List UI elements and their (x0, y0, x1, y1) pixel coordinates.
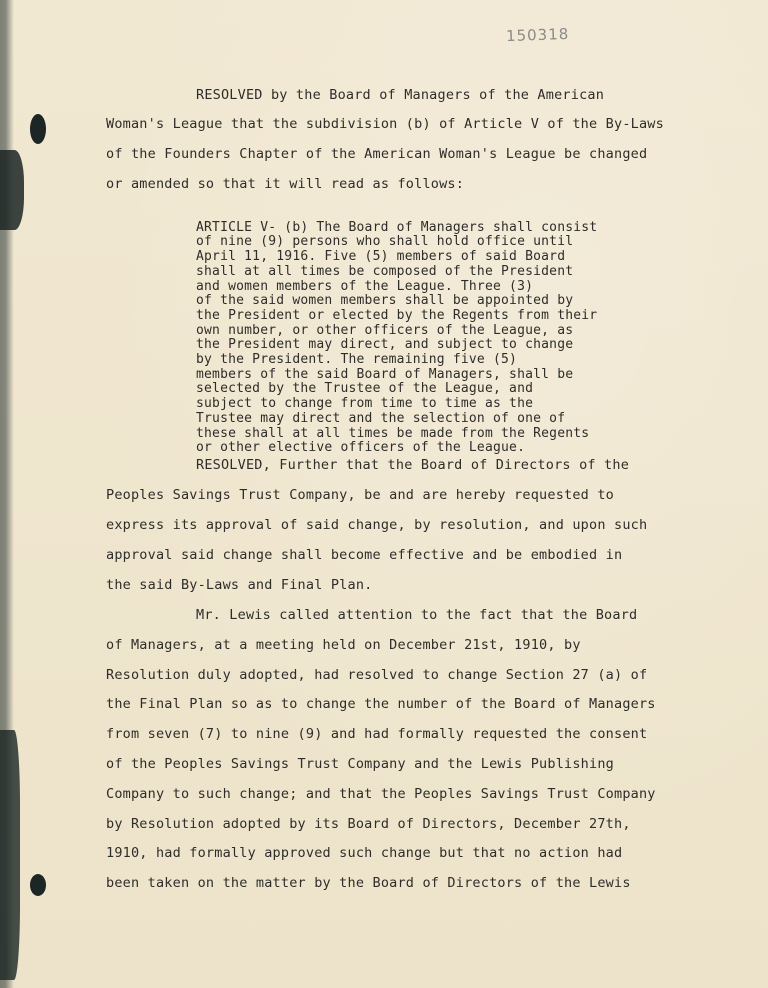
paragraph3-line: 1910, had formally approved such change but that no action had (106, 845, 623, 861)
article-line: members of the said Board of Managers, shall be (196, 366, 574, 382)
article-v-block (196, 206, 597, 456)
article-line: or other elective officers of the League. (196, 440, 526, 456)
paragraph1-line: of the Founders Chapter of the American Woman's League be changed (106, 146, 648, 162)
paragraph2-line: the said By-Laws and Final Plan. (106, 577, 373, 593)
paragraph2-line: express its approval of said change, by resolution, and upon such (106, 517, 648, 533)
article-line: these shall at all times be made from the Regents (196, 425, 590, 441)
article-line: subject to change from time to time as the (196, 396, 534, 412)
article-line: by the President. The remaining five (5) (196, 352, 518, 368)
article-line: the President or elected by the Regents from their (196, 307, 598, 323)
binding-hole-mid (0, 150, 24, 230)
article-line: April 11, 1916. Five (5) members of said Board (196, 249, 566, 265)
binding-hole-lower (0, 730, 20, 980)
article-line: Trustee may direct and the selection of one of (196, 410, 566, 426)
article-line: own number, or other officers of the League, as (196, 322, 574, 338)
article-line: of the said women members shall be appointed by (196, 293, 574, 309)
paragraph3-line: Resolution duly adopted, had resolved to change Section 27 (a) of (106, 667, 648, 683)
article-line: and women members of the League. Three (3) (196, 278, 534, 294)
paragraph3-line: of the Peoples Savings Trust Company and the Lewis Publishing (106, 756, 614, 772)
paragraph2-line: RESOLVED, Further that the Board of Directors of the (196, 457, 630, 473)
binding-hole-bottom (30, 874, 46, 896)
paragraph3-line: Mr. Lewis called attention to the fact that the Board (196, 607, 638, 623)
paragraph1-line: or amended so that it will read as follows: (106, 176, 465, 192)
article-line: shall at all times be composed of the President (196, 263, 574, 279)
paragraph3-line: by Resolution adopted by its Board of Directors, December 27th, (106, 816, 631, 832)
article-line: selected by the Trustee of the League, and (196, 381, 534, 397)
accession-number: 150318 (505, 24, 570, 46)
article-line: of nine (9) persons who shall hold office until (196, 234, 574, 250)
paragraph3-line: of Managers, at a meeting held on December 21st, 1910, by (106, 637, 581, 653)
paragraph3-line: the Final Plan so as to change the number of the Board of Managers (106, 696, 656, 712)
paragraph3-line: Company to such change; and that the Peoples Savings Trust Company (106, 786, 656, 802)
paragraph3-line: been taken on the matter by the Board of Directors of the Lewis (106, 875, 631, 891)
paragraph1-line: Woman's League that the subdivision (b) of Article V of the By-Laws (106, 116, 664, 132)
article-line: the President may direct, and subject to change (196, 337, 574, 353)
paragraph2-line: Peoples Savings Trust Company, be and are hereby requested to (106, 487, 614, 503)
paragraph2-line: approval said change shall become effective and be embodied in (106, 547, 623, 563)
paragraph3-line: from seven (7) to nine (9) and had formally requested the consent (106, 726, 648, 742)
article-line: ARTICLE V- (b) The Board of Managers shall consist (196, 219, 598, 235)
binding-hole-top (30, 114, 46, 144)
paragraph1-line: RESOLVED by the Board of Managers of the American (196, 87, 605, 103)
